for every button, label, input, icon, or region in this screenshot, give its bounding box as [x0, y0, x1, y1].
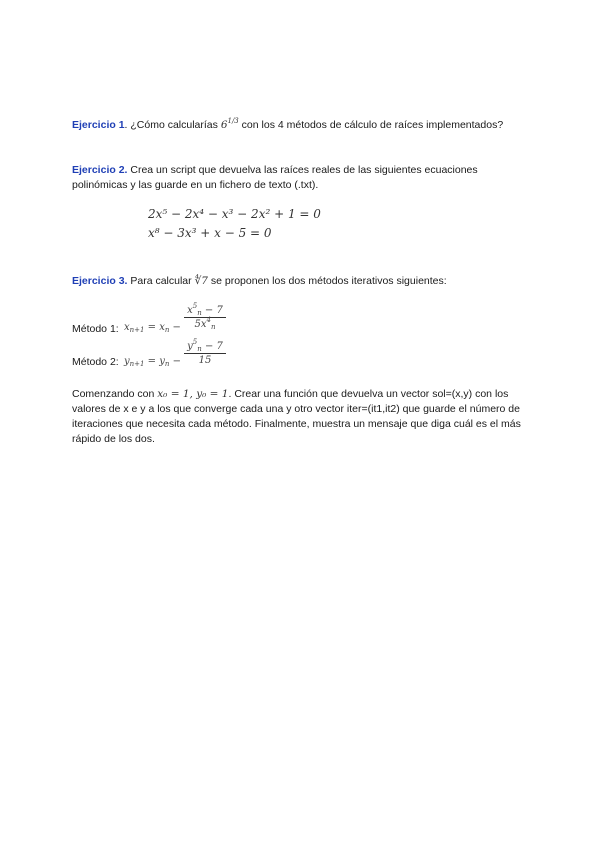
- method-1-numerator: [184, 304, 226, 318]
- exercise-2-label: Ejercicio 2.: [72, 164, 128, 176]
- final-paragraph: [72, 387, 532, 447]
- exercise-1-math: [221, 119, 239, 131]
- method-2-fraction: [184, 340, 226, 367]
- method-1-den-sup: 4: [206, 316, 211, 324]
- method-2-mid: = y: [144, 356, 165, 367]
- method-2-lhs: y: [124, 356, 130, 367]
- method-1-den-sub: n: [210, 323, 216, 331]
- method-1-minus: −: [169, 322, 185, 333]
- method-2-lhs-sub: n+1: [129, 360, 145, 368]
- method-1-num-sub: n: [197, 309, 202, 317]
- exercise-2-paragraph: [72, 163, 532, 193]
- method-1-num-var: x: [187, 305, 193, 316]
- method-2-mid-sub: n: [164, 360, 170, 368]
- method-2-num-tail: − 7: [201, 341, 223, 352]
- exercise-3-text-b: se proponen los dos métodos iterativos siguientes:: [207, 275, 447, 287]
- method-2-minus: −: [169, 356, 185, 367]
- exercise-3-label: Ejercicio 3.: [72, 275, 128, 287]
- method-2-num-sup: 5: [192, 338, 198, 346]
- final-initial-values: x₀ = 1, y₀ = 1: [157, 388, 229, 400]
- exercise-3-text-a: Para calcular: [127, 275, 195, 287]
- method-1-lhs: x: [124, 322, 130, 333]
- method-1-num-sup: 5: [192, 302, 198, 310]
- final-text-a: Comenzando con: [72, 388, 158, 400]
- exercise-1-math-base: 6: [220, 119, 228, 131]
- method-2-num-var: y: [187, 341, 193, 352]
- method-1-mid: = x: [144, 322, 165, 333]
- exercise-1-text-b: con los 4 métodos de cálculo de raíces implementados?: [238, 119, 504, 131]
- method-1-num-tail: − 7: [201, 305, 223, 316]
- method-1-formula: [124, 302, 226, 334]
- exercise-1-math-exp: 1/3: [227, 117, 239, 125]
- method-1-denominator: [184, 318, 226, 331]
- method-1-lhs-sub: n+1: [129, 326, 145, 334]
- exercise-2-text: Crea un script que devuelva las raíces reales de las siguientes ecuaciones polinómicas y las guarde en un fichero de texto (.txt).: [72, 164, 478, 191]
- method-1-fraction: [184, 304, 226, 331]
- exercise-3-root: ∜7: [194, 275, 208, 287]
- final-text-b: . Crear una función que devuelva un vector sol=(x,y) con los valores de x e y a los que converge cada una y otro vector iter=(it1,it2) que guarde el número de iteraciones que necesita cada método. Finalmente, muestra un mensaje que diga cuál es el más rápido de los dos.: [72, 388, 521, 445]
- method-2-numerator: [184, 340, 226, 354]
- method-2-num-sub: n: [197, 345, 202, 353]
- method-2-formula: [124, 340, 226, 367]
- method-2-label: Método 2:: [72, 356, 119, 368]
- exercise-1-label: Ejercicio 1: [72, 119, 125, 131]
- method-2-denominator: 15: [198, 355, 212, 366]
- exercise-1-text-a: . ¿Cómo calcularías: [124, 119, 221, 131]
- equation-1: 2x⁵ − 2x⁴ − x³ − 2x² + 1 = 0: [148, 207, 321, 221]
- method-1-mid-sub: n: [164, 326, 170, 334]
- exercise-3-paragraph: [72, 274, 532, 289]
- method-1-den-var: 5x: [194, 319, 207, 330]
- method-1-label: Método 1:: [72, 323, 119, 335]
- equation-2: x⁸ − 3x³ + x − 5 = 0: [148, 226, 272, 240]
- exercise-1-paragraph: [72, 118, 532, 133]
